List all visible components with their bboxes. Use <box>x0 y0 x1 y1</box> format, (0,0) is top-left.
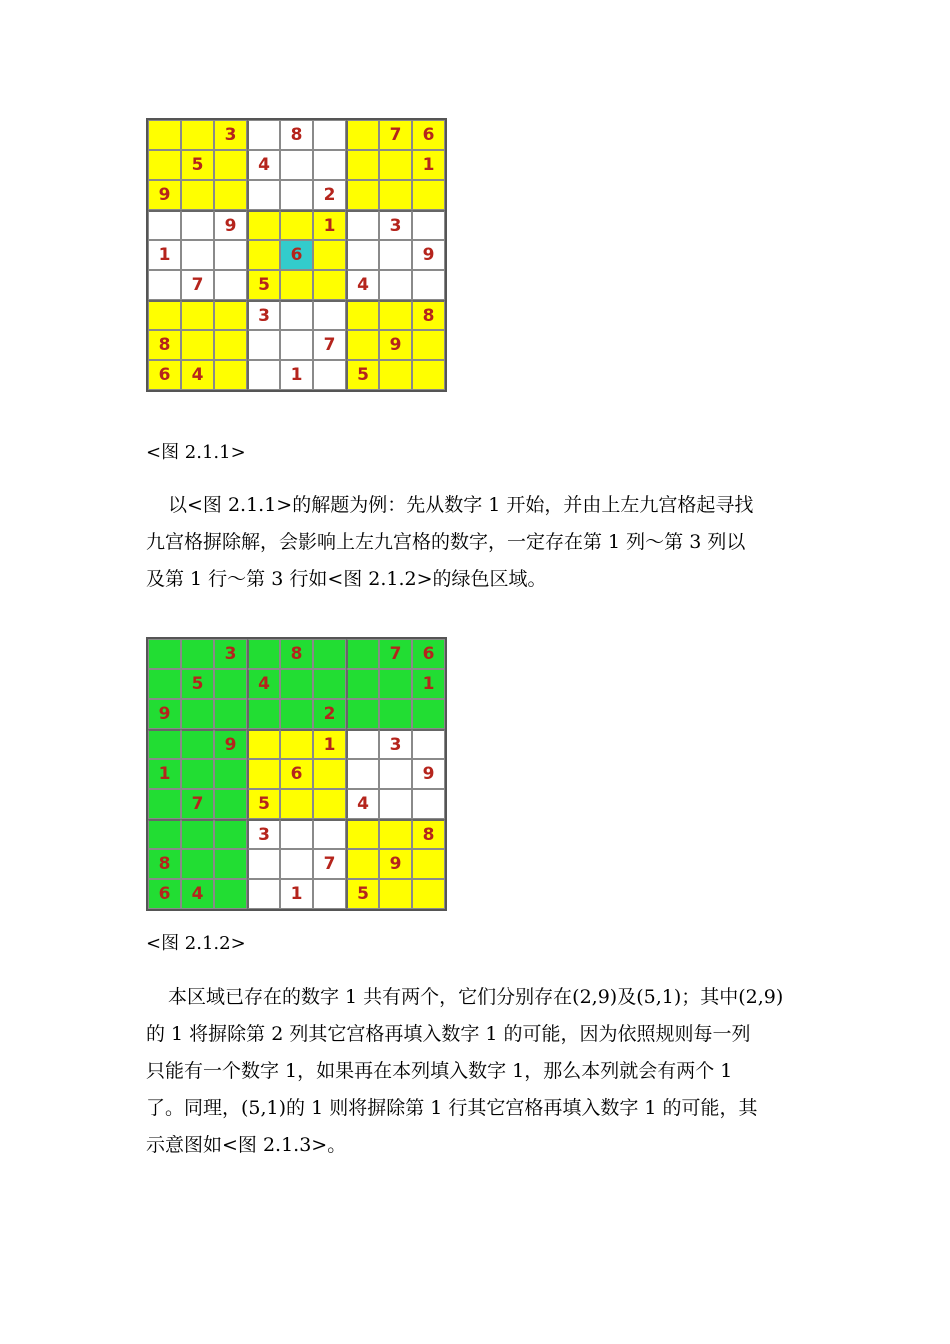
sudoku-cell-r8-c4 <box>247 330 280 360</box>
sudoku-cell-r9-c1: 6 <box>148 360 181 390</box>
sudoku-cell-r9-c9 <box>412 360 445 390</box>
sudoku-cell-r2-c9: 1 <box>412 669 445 699</box>
sudoku-cell-r3-c3 <box>214 699 247 729</box>
sudoku-cell-r6-c3 <box>214 789 247 819</box>
sudoku-cell-r8-c1: 8 <box>148 330 181 360</box>
sudoku-cell-r4-c8: 3 <box>379 210 412 240</box>
sudoku-cell-r7-c6 <box>313 300 346 330</box>
paragraph-example-intro <box>146 487 808 598</box>
sudoku-cell-r2-c1 <box>148 150 181 180</box>
sudoku-cell-r8-c8: 9 <box>379 330 412 360</box>
sudoku-cell-r4-c3: 9 <box>214 729 247 759</box>
sudoku-grid-figure-2-1-1 <box>146 118 447 392</box>
paragraph-line: 的 1 将摒除第 2 列其它宫格再填入数字 1 的可能，因为依照规则每一列 <box>146 1023 751 1045</box>
sudoku-cell-r6-c7: 4 <box>346 270 379 300</box>
sudoku-cell-r2-c7 <box>346 669 379 699</box>
sudoku-cell-r2-c8 <box>379 669 412 699</box>
sudoku-cell-r7-c5 <box>280 819 313 849</box>
sudoku-cell-r6-c1 <box>148 789 181 819</box>
sudoku-cell-r3-c9 <box>412 699 445 729</box>
sudoku-cell-r7-c7 <box>346 300 379 330</box>
sudoku-cell-r3-c1: 9 <box>148 180 181 210</box>
sudoku-cell-r5-c5: 6 <box>280 240 313 270</box>
sudoku-cell-r7-c2 <box>181 300 214 330</box>
paragraph-line: 九宫格摒除解，会影响上左九宫格的数字，一定存在第 1 列～第 3 列以 <box>146 531 746 553</box>
sudoku-cell-r5-c2 <box>181 240 214 270</box>
sudoku-cell-r1-c2 <box>181 639 214 669</box>
sudoku-cell-r9-c2: 4 <box>181 879 214 909</box>
sudoku-cell-r8-c9 <box>412 330 445 360</box>
sudoku-cell-r7-c9: 8 <box>412 300 445 330</box>
sudoku-cell-r6-c3 <box>214 270 247 300</box>
sudoku-cell-r6-c6 <box>313 270 346 300</box>
sudoku-cell-r4-c5 <box>280 210 313 240</box>
sudoku-cell-r4-c7 <box>346 210 379 240</box>
sudoku-cell-r2-c4: 4 <box>247 150 280 180</box>
sudoku-cell-r4-c9 <box>412 729 445 759</box>
sudoku-cell-r4-c2 <box>181 729 214 759</box>
sudoku-cell-r2-c6 <box>313 669 346 699</box>
sudoku-grid-figure-2-1-2 <box>146 637 447 911</box>
sudoku-cell-r5-c6 <box>313 759 346 789</box>
sudoku-cell-r9-c7: 5 <box>346 879 379 909</box>
sudoku-cell-r1-c5: 8 <box>280 639 313 669</box>
sudoku-cell-r5-c8 <box>379 240 412 270</box>
sudoku-cell-r9-c9 <box>412 879 445 909</box>
sudoku-cell-r7-c4: 3 <box>247 819 280 849</box>
sudoku-cell-r3-c2 <box>181 180 214 210</box>
sudoku-cell-r7-c5 <box>280 300 313 330</box>
sudoku-cell-r9-c4 <box>247 360 280 390</box>
sudoku-cell-r1-c5: 8 <box>280 120 313 150</box>
sudoku-cell-r8-c8: 9 <box>379 849 412 879</box>
paragraph-line: 本区域已存在的数字 1 共有两个，它们分别存在(2,9)及(5,1)；其中(2,9) <box>168 986 784 1008</box>
sudoku-cell-r3-c6: 2 <box>313 180 346 210</box>
sudoku-cell-r9-c8 <box>379 879 412 909</box>
sudoku-cell-r4-c6: 1 <box>313 729 346 759</box>
sudoku-cell-r5-c9: 9 <box>412 240 445 270</box>
sudoku-cell-r9-c2: 4 <box>181 360 214 390</box>
sudoku-cell-r3-c7 <box>346 180 379 210</box>
sudoku-cell-r1-c9: 6 <box>412 120 445 150</box>
sudoku-cell-r5-c1: 1 <box>148 240 181 270</box>
sudoku-cell-r1-c8: 7 <box>379 639 412 669</box>
paragraph-elimination-explanation <box>146 979 808 1164</box>
sudoku-cell-r4-c4 <box>247 729 280 759</box>
sudoku-cell-r3-c6: 2 <box>313 699 346 729</box>
sudoku-cell-r7-c8 <box>379 300 412 330</box>
sudoku-cell-r2-c6 <box>313 150 346 180</box>
sudoku-cell-r4-c8: 3 <box>379 729 412 759</box>
sudoku-cell-r1-c6 <box>313 120 346 150</box>
sudoku-cell-r7-c1 <box>148 819 181 849</box>
sudoku-cell-r2-c3 <box>214 669 247 699</box>
sudoku-cell-r6-c5 <box>280 789 313 819</box>
sudoku-cell-r5-c7 <box>346 240 379 270</box>
sudoku-cell-r3-c5 <box>280 699 313 729</box>
sudoku-cell-r6-c8 <box>379 789 412 819</box>
sudoku-cell-r9-c8 <box>379 360 412 390</box>
sudoku-cell-r1-c4 <box>247 120 280 150</box>
sudoku-cell-r2-c3 <box>214 150 247 180</box>
sudoku-cell-r5-c8 <box>379 759 412 789</box>
sudoku-cell-r8-c6: 7 <box>313 849 346 879</box>
sudoku-cell-r8-c9 <box>412 849 445 879</box>
sudoku-cell-r3-c5 <box>280 180 313 210</box>
sudoku-cell-r6-c6 <box>313 789 346 819</box>
sudoku-cell-r3-c3 <box>214 180 247 210</box>
sudoku-cell-r2-c2: 5 <box>181 669 214 699</box>
sudoku-cell-r8-c2 <box>181 330 214 360</box>
sudoku-cell-r7-c3 <box>214 300 247 330</box>
sudoku-cell-r7-c4: 3 <box>247 300 280 330</box>
sudoku-cell-r9-c3 <box>214 879 247 909</box>
sudoku-cell-r9-c6 <box>313 879 346 909</box>
sudoku-cell-r7-c8 <box>379 819 412 849</box>
sudoku-cell-r5-c1: 1 <box>148 759 181 789</box>
sudoku-cell-r7-c7 <box>346 819 379 849</box>
sudoku-cell-r6-c2: 7 <box>181 789 214 819</box>
sudoku-cell-r4-c1 <box>148 210 181 240</box>
sudoku-cell-r7-c1 <box>148 300 181 330</box>
sudoku-cell-r5-c3 <box>214 240 247 270</box>
sudoku-cell-r6-c5 <box>280 270 313 300</box>
sudoku-cell-r7-c2 <box>181 819 214 849</box>
sudoku-cell-r9-c4 <box>247 879 280 909</box>
sudoku-cell-r9-c5: 1 <box>280 360 313 390</box>
sudoku-cell-r4-c4 <box>247 210 280 240</box>
sudoku-cell-r5-c7 <box>346 759 379 789</box>
sudoku-cell-r6-c7: 4 <box>346 789 379 819</box>
sudoku-cell-r9-c5: 1 <box>280 879 313 909</box>
sudoku-cell-r1-c2 <box>181 120 214 150</box>
sudoku-cell-r2-c9: 1 <box>412 150 445 180</box>
sudoku-cell-r1-c1 <box>148 639 181 669</box>
figure-caption-2-1-1: <图 2.1.1> <box>146 442 246 463</box>
sudoku-cell-r4-c3: 9 <box>214 210 247 240</box>
sudoku-cell-r4-c6: 1 <box>313 210 346 240</box>
sudoku-cell-r5-c6 <box>313 240 346 270</box>
sudoku-cell-r8-c2 <box>181 849 214 879</box>
sudoku-cell-r2-c5 <box>280 150 313 180</box>
sudoku-cell-r2-c4: 4 <box>247 669 280 699</box>
sudoku-cell-r9-c7: 5 <box>346 360 379 390</box>
sudoku-cell-r8-c5 <box>280 330 313 360</box>
sudoku-cell-r2-c8 <box>379 150 412 180</box>
sudoku-cell-r6-c2: 7 <box>181 270 214 300</box>
sudoku-cell-r2-c7 <box>346 150 379 180</box>
sudoku-cell-r1-c4 <box>247 639 280 669</box>
sudoku-cell-r9-c6 <box>313 360 346 390</box>
sudoku-cell-r6-c9 <box>412 270 445 300</box>
sudoku-cell-r1-c3: 3 <box>214 639 247 669</box>
sudoku-cell-r8-c6: 7 <box>313 330 346 360</box>
sudoku-cell-r4-c7 <box>346 729 379 759</box>
sudoku-cell-r1-c7 <box>346 120 379 150</box>
sudoku-cell-r1-c7 <box>346 639 379 669</box>
sudoku-cell-r3-c2 <box>181 699 214 729</box>
sudoku-cell-r4-c1 <box>148 729 181 759</box>
sudoku-cell-r9-c3 <box>214 360 247 390</box>
sudoku-cell-r8-c7 <box>346 330 379 360</box>
paragraph-line: 示意图如<图 2.1.3>。 <box>146 1134 347 1156</box>
sudoku-cell-r3-c8 <box>379 699 412 729</box>
sudoku-cell-r5-c5: 6 <box>280 759 313 789</box>
sudoku-cell-r1-c9: 6 <box>412 639 445 669</box>
sudoku-cell-r8-c7 <box>346 849 379 879</box>
paragraph-line: 及第 1 行～第 3 行如<图 2.1.2>的绿色区域。 <box>146 568 547 590</box>
paragraph-line: 了。同理，(5,1)的 1 则将摒除第 1 行其它宫格再填入数字 1 的可能，其 <box>146 1097 758 1119</box>
sudoku-cell-r3-c1: 9 <box>148 699 181 729</box>
sudoku-cell-r4-c9 <box>412 210 445 240</box>
sudoku-cell-r1-c8: 7 <box>379 120 412 150</box>
sudoku-cell-r5-c4 <box>247 240 280 270</box>
sudoku-cell-r1-c1 <box>148 120 181 150</box>
sudoku-cell-r5-c3 <box>214 759 247 789</box>
sudoku-cell-r5-c4 <box>247 759 280 789</box>
sudoku-cell-r9-c1: 6 <box>148 879 181 909</box>
paragraph-line: 只能有一个数字 1，如果再在本列填入数字 1，那么本列就会有两个 1 <box>146 1060 733 1082</box>
sudoku-cell-r8-c5 <box>280 849 313 879</box>
figure-caption-2-1-2: <图 2.1.2> <box>146 933 246 954</box>
sudoku-cell-r6-c1 <box>148 270 181 300</box>
sudoku-cell-r7-c9: 8 <box>412 819 445 849</box>
sudoku-cell-r6-c4: 5 <box>247 270 280 300</box>
sudoku-cell-r8-c3 <box>214 849 247 879</box>
sudoku-cell-r6-c8 <box>379 270 412 300</box>
sudoku-cell-r2-c2: 5 <box>181 150 214 180</box>
sudoku-cell-r5-c2 <box>181 759 214 789</box>
sudoku-cell-r8-c3 <box>214 330 247 360</box>
sudoku-cell-r8-c1: 8 <box>148 849 181 879</box>
sudoku-cell-r4-c2 <box>181 210 214 240</box>
sudoku-cell-r3-c7 <box>346 699 379 729</box>
sudoku-cell-r2-c5 <box>280 669 313 699</box>
sudoku-cell-r7-c3 <box>214 819 247 849</box>
sudoku-cell-r7-c6 <box>313 819 346 849</box>
sudoku-cell-r1-c6 <box>313 639 346 669</box>
paragraph-line: 以<图 2.1.1>的解题为例：先从数字 1 开始，并由上左九宫格起寻找 <box>168 494 754 516</box>
sudoku-cell-r3-c9 <box>412 180 445 210</box>
sudoku-cell-r6-c4: 5 <box>247 789 280 819</box>
sudoku-cell-r5-c9: 9 <box>412 759 445 789</box>
sudoku-cell-r2-c1 <box>148 669 181 699</box>
sudoku-cell-r8-c4 <box>247 849 280 879</box>
sudoku-cell-r3-c4 <box>247 699 280 729</box>
sudoku-cell-r1-c3: 3 <box>214 120 247 150</box>
sudoku-cell-r3-c4 <box>247 180 280 210</box>
sudoku-cell-r4-c5 <box>280 729 313 759</box>
sudoku-cell-r6-c9 <box>412 789 445 819</box>
sudoku-cell-r3-c8 <box>379 180 412 210</box>
